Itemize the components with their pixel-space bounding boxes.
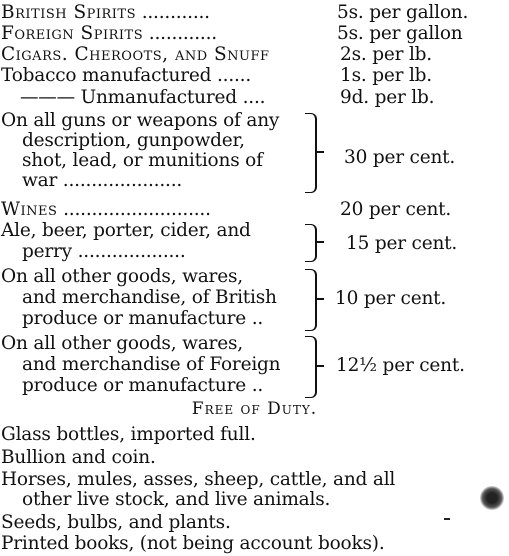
leader-dots: .......................... (57, 199, 211, 220)
tariff-rate: 15 per cent. (346, 233, 458, 254)
free-item-text: Horses, mules, asses, sheep, cattle, and all (1, 469, 396, 490)
block-line: On all other goods, wares, (1, 333, 243, 354)
block-line: perry ................... (22, 241, 186, 262)
free-item-text: other live stock, and live animals. (22, 489, 331, 510)
tariff-rate: 5s. per gallon. (337, 2, 469, 23)
block-line: On all guns or weapons of any (1, 110, 280, 131)
block-line: war ..................... (22, 170, 183, 191)
block-line: and merchandise, of British (22, 287, 277, 308)
free-item-text: Printed books, (not being account books). (1, 533, 385, 554)
tariff-rate: 9d. per lb. (340, 87, 435, 108)
leader-dots: ...... (211, 65, 252, 86)
free-item-text: Bullion and coin. (1, 447, 156, 468)
block-line: description, gunpowder, (22, 130, 245, 151)
tariff-rate: 20 per cent. (340, 199, 452, 220)
leader-dots: ............ (136, 2, 210, 23)
leader-dots: .... (236, 87, 266, 108)
tariff-label: Cigars. Cheroots, and Snuff (1, 44, 270, 65)
brace (305, 336, 317, 398)
brace-tip (317, 151, 324, 153)
free-of-duty-heading: Free of Duty. (191, 399, 318, 419)
tariff-label: Wines (1, 199, 58, 220)
tariff-rate: 12½ per cent. (336, 355, 465, 376)
tariff-label: ——— Unmanufactured (20, 87, 237, 108)
tariff-rate: 10 per cent. (335, 288, 447, 309)
tariff-rate: 1s. per lb. (340, 65, 432, 86)
brace (305, 224, 317, 262)
block-line: Ale, beer, porter, cider, and (1, 220, 251, 241)
brace-tip (317, 365, 324, 367)
tariff-label: Foreign Spirits (1, 23, 144, 44)
brace-tip (317, 298, 324, 300)
block-line: On all other goods, wares, (1, 266, 243, 287)
free-item-text: Seeds, bulbs, and plants. (1, 512, 231, 533)
brace (305, 113, 317, 193)
tariff-rate: 5s. per gallon (337, 23, 463, 44)
tariff-label: British Spirits (1, 2, 137, 23)
leader-dots: ............ (143, 23, 217, 44)
tariff-label: Tobacco manufactured (1, 65, 212, 86)
block-line: and merchandise of Foreign (22, 354, 281, 375)
tariff-rate: 2s. per lb. (340, 44, 432, 65)
block-line: produce or manufacture .. (22, 308, 264, 329)
free-item-text: Glass bottles, imported full. (1, 424, 256, 445)
block-line: produce or manufacture .. (22, 375, 264, 396)
tariff-rate: 30 per cent. (344, 147, 456, 168)
ink-mark (444, 518, 450, 520)
block-line: shot, lead, or munitions of (22, 150, 263, 171)
brace-tip (317, 241, 324, 243)
brace (305, 269, 317, 331)
ink-blot (480, 486, 504, 510)
